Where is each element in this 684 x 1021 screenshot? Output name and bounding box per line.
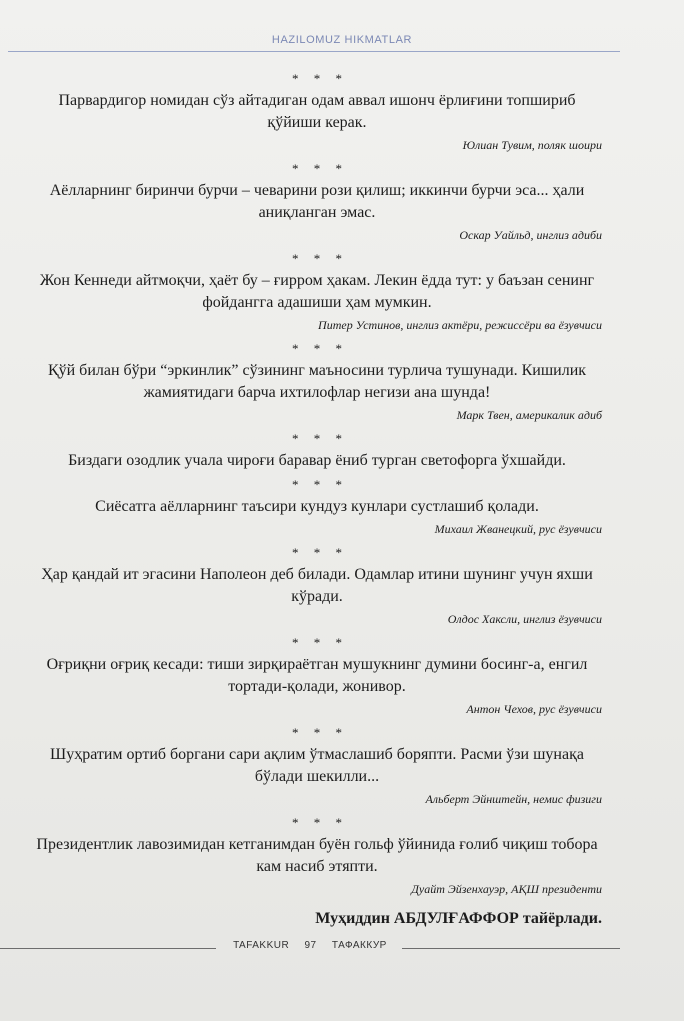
quote-author: Михаил Жванецкий, рус ёзувчиси (434, 522, 602, 536)
footer-divider-right (402, 948, 620, 949)
quote-text: Парвардигор номидан сўз айтадиган одам аввал ишонч ёрлиғини топшириб қўйиши керак. (58, 92, 576, 131)
quote-text: Ҳар қандай ит эгасини Наполеон деб билади. Одамлар итини шунинг учун яхши кўради. (41, 566, 593, 605)
compiler-credit: Муҳиддин АБДУЛҒАФФОР тайёрлади. (315, 910, 602, 927)
quote-author: Альберт Эйнштейн, немис физиги (425, 792, 602, 806)
section-title: HAZILOMUZ HIKMATLAR (271, 34, 413, 46)
quote-block (30, 70, 604, 154)
separator-stars: * * * (292, 477, 348, 492)
page-number: 97 (304, 940, 317, 951)
quote-text: Президентлик лавозимидан кетганимдан буён гольф ўйинида ғолиб чиқиш тобора кам насиб этяпти. (36, 836, 598, 875)
quote-author: Дуайт Эйзенхауэр, АҚШ президенти (411, 882, 602, 896)
quote-text: Жон Кеннеди айтмоқчи, ҳаёт бу – ғирром ҳакам. Лекин ёдда тут: у баъзан сенинг фойдангга адашиши ҳам мумкин. (39, 272, 595, 311)
footer-label (220, 940, 400, 951)
quote-text: Аёлларнинг биринчи бурчи – чеварини рози қилиш; иккинчи бурчи эса... ҳали аниқланган эмас. (49, 182, 585, 221)
quote-block (30, 160, 604, 244)
quote-block (30, 634, 604, 718)
quote-block (30, 476, 604, 538)
quotes-list (30, 70, 604, 928)
separator-stars: * * * (292, 725, 348, 740)
quote-author: Юлиан Тувим, поляк шоири (462, 138, 602, 152)
separator-stars: * * * (292, 635, 348, 650)
quote-text: Биздаги озодлик учала чироғи баравар ёниб турган светофорга ўхшайди. (68, 452, 566, 469)
page-header (0, 30, 684, 56)
separator-stars: * * * (292, 431, 348, 446)
header-divider (8, 51, 620, 52)
separator-stars: * * * (292, 545, 348, 560)
separator-stars: * * * (292, 251, 348, 266)
quote-block (30, 814, 604, 898)
quote-text: Сиёсатга аёлларнинг таъсири кундуз кунлари сустлашиб қолади. (95, 498, 539, 515)
quote-author: Оскар Уайльд, инглиз адиби (459, 228, 602, 242)
quote-author: Марк Твен, америкалик адиб (456, 408, 602, 422)
separator-stars: * * * (292, 161, 348, 176)
quote-author: Олдос Хаксли, инглиз ёзувчиси (447, 612, 602, 626)
quote-text: Қўй билан бўри “эркинлик” сўзининг маъносини турлича тушунади. Кишилик жамиятидаги барча ихтилофлар негизи ана шунда! (47, 362, 587, 401)
quote-block (30, 340, 604, 424)
footer-divider-left (0, 948, 216, 949)
quote-block (30, 250, 604, 334)
separator-stars: * * * (292, 71, 348, 86)
quote-block (30, 724, 604, 808)
separator-stars: * * * (292, 815, 348, 830)
quote-text: Оғриқни оғриқ кесади: тиши зирқираётган мушукнинг думини босинг-а, енгил тортади-қолади, жонивор. (46, 656, 588, 695)
footer-magazine-cyrillic: ТАФАККУР (331, 940, 387, 951)
quote-block (30, 430, 604, 472)
page-footer (0, 938, 684, 958)
quote-text: Шуҳратим ортиб боргани сари ақлим ўтмаслашиб боряпти. Расми ўзи шунақа бўлади шекилли... (50, 746, 584, 785)
quote-block (30, 544, 604, 628)
separator-stars: * * * (292, 341, 348, 356)
footer-magazine-latin: TAFAKKUR (233, 940, 290, 951)
quote-author: Антон Чехов, рус ёзувчиси (466, 702, 602, 716)
quote-author: Питер Устинов, инглиз актёри, режиссёри ва ёзувчиси (318, 318, 602, 332)
